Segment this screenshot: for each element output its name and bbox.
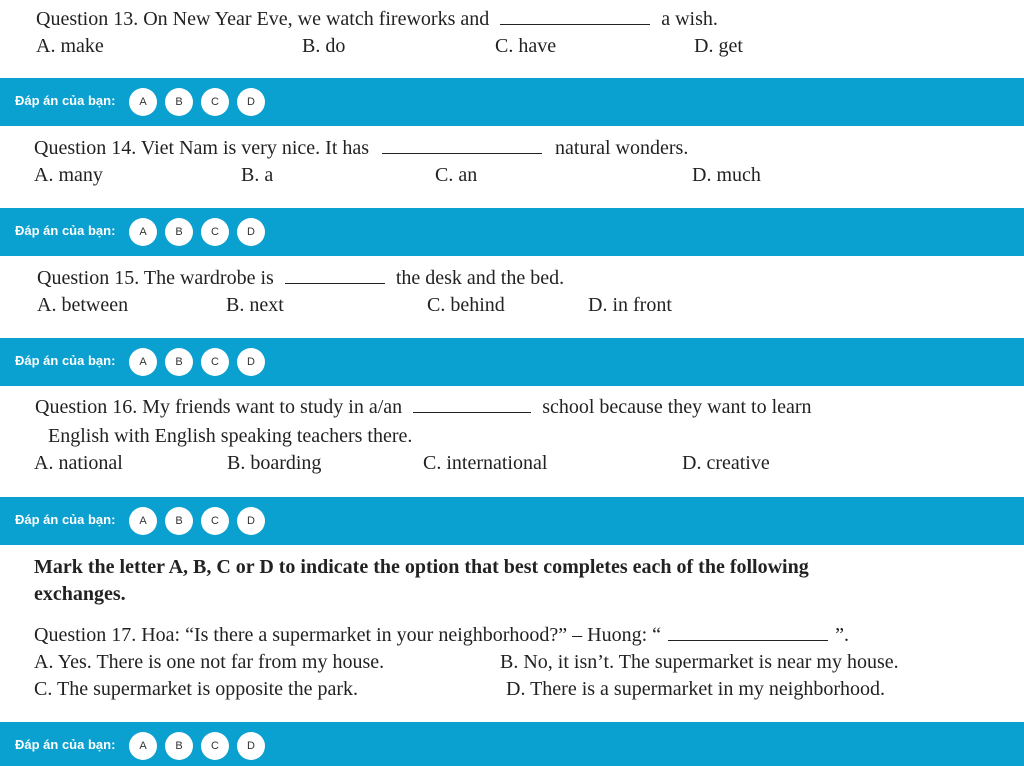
choice-c: C. The supermarket is opposite the park. [34,678,359,700]
answer-bar-15 [0,338,1024,386]
section-instruction-line2: exchanges. [34,583,126,605]
answer-blank [413,396,531,413]
choice-b: B. next [226,294,284,316]
choice-b: B. a [241,164,274,186]
question-15 [0,256,1024,338]
answer-blank [382,137,542,154]
question-16-line2: English with English speaking teachers there. [48,425,413,447]
answer-label: Đáp án của bạn: [15,353,116,368]
question-13 [0,0,1024,78]
question-16-after: school because they want to learn [542,396,812,418]
choice-c: C. an [435,164,478,186]
option-c-button[interactable]: C [201,218,229,246]
choice-b: B. do [302,35,346,57]
option-c-button[interactable]: C [201,348,229,376]
choice-d: D. creative [682,452,770,474]
option-b-button[interactable]: B [165,732,193,760]
option-c-button[interactable]: C [201,88,229,116]
answer-label: Đáp án của bạn: [15,223,116,238]
question-17 [0,545,1024,722]
choice-a: A. national [34,452,123,474]
question-14-after: natural wonders. [555,137,689,159]
choice-d: D. get [694,35,743,57]
choice-a: A. make [36,35,104,57]
choice-b: B. No, it isn’t. The supermarket is near my house. [500,651,899,673]
choice-c: C. have [495,35,557,57]
question-13-text [36,8,718,31]
choice-c: C. behind [427,294,505,316]
answer-bar-17 [0,722,1024,766]
choice-b: B. boarding [227,452,322,474]
question-15-prompt: Question 15. The wardrobe is [37,267,274,289]
choice-c: C. international [423,452,548,474]
answer-blank [285,267,385,284]
answer-bar-16 [0,497,1024,545]
option-c-button[interactable]: C [201,732,229,760]
question-14 [0,126,1024,208]
question-17-after: ”. [835,624,849,646]
section-instruction: Mark the letter A, B, C or D to indicate the option that best completes each of the following [34,556,809,578]
option-a-button[interactable]: A [129,88,157,116]
option-d-button[interactable]: D [237,507,265,535]
question-16-prompt: Question 16. My friends want to study in a/an [35,396,403,418]
question-15-after: the desk and the bed. [395,267,565,289]
choice-d: D. in front [588,294,672,316]
question-13-after: a wish. [661,8,718,30]
choice-a: A. many [34,164,103,186]
question-14-prompt: Question 14. Viet Nam is very nice. It has [34,137,370,159]
option-d-button[interactable]: D [237,88,265,116]
question-14-text [34,137,688,160]
choice-a: A. Yes. There is one not far from my house. [34,651,385,673]
option-a-button[interactable]: A [129,218,157,246]
option-d-button[interactable]: D [237,348,265,376]
answer-label: Đáp án của bạn: [15,93,116,108]
option-d-button[interactable]: D [237,218,265,246]
answer-label: Đáp án của bạn: [15,512,116,527]
question-17-text [34,624,849,647]
question-15-text [37,267,564,290]
answer-bar-13 [0,78,1024,126]
answer-blank [668,624,828,641]
question-16 [0,386,1024,497]
option-a-button[interactable]: A [129,348,157,376]
option-b-button[interactable]: B [165,348,193,376]
option-c-button[interactable]: C [201,507,229,535]
choice-a: A. between [37,294,129,316]
option-a-button[interactable]: A [129,507,157,535]
option-d-button[interactable]: D [237,732,265,760]
answer-blank [500,8,650,25]
question-17-prompt: Question 17. Hoa: “Is there a supermarket in your neighborhood?” – Huong: “ [34,624,662,646]
answer-label: Đáp án của bạn: [15,737,116,752]
choice-d: D. There is a supermarket in my neighborhood. [506,678,885,700]
question-16-text [35,396,812,419]
option-b-button[interactable]: B [165,218,193,246]
option-b-button[interactable]: B [165,88,193,116]
question-13-prompt: Question 13. On New Year Eve, we watch fireworks and [36,8,490,30]
option-b-button[interactable]: B [165,507,193,535]
answer-bar-14 [0,208,1024,256]
choice-d: D. much [692,164,761,186]
option-a-button[interactable]: A [129,732,157,760]
